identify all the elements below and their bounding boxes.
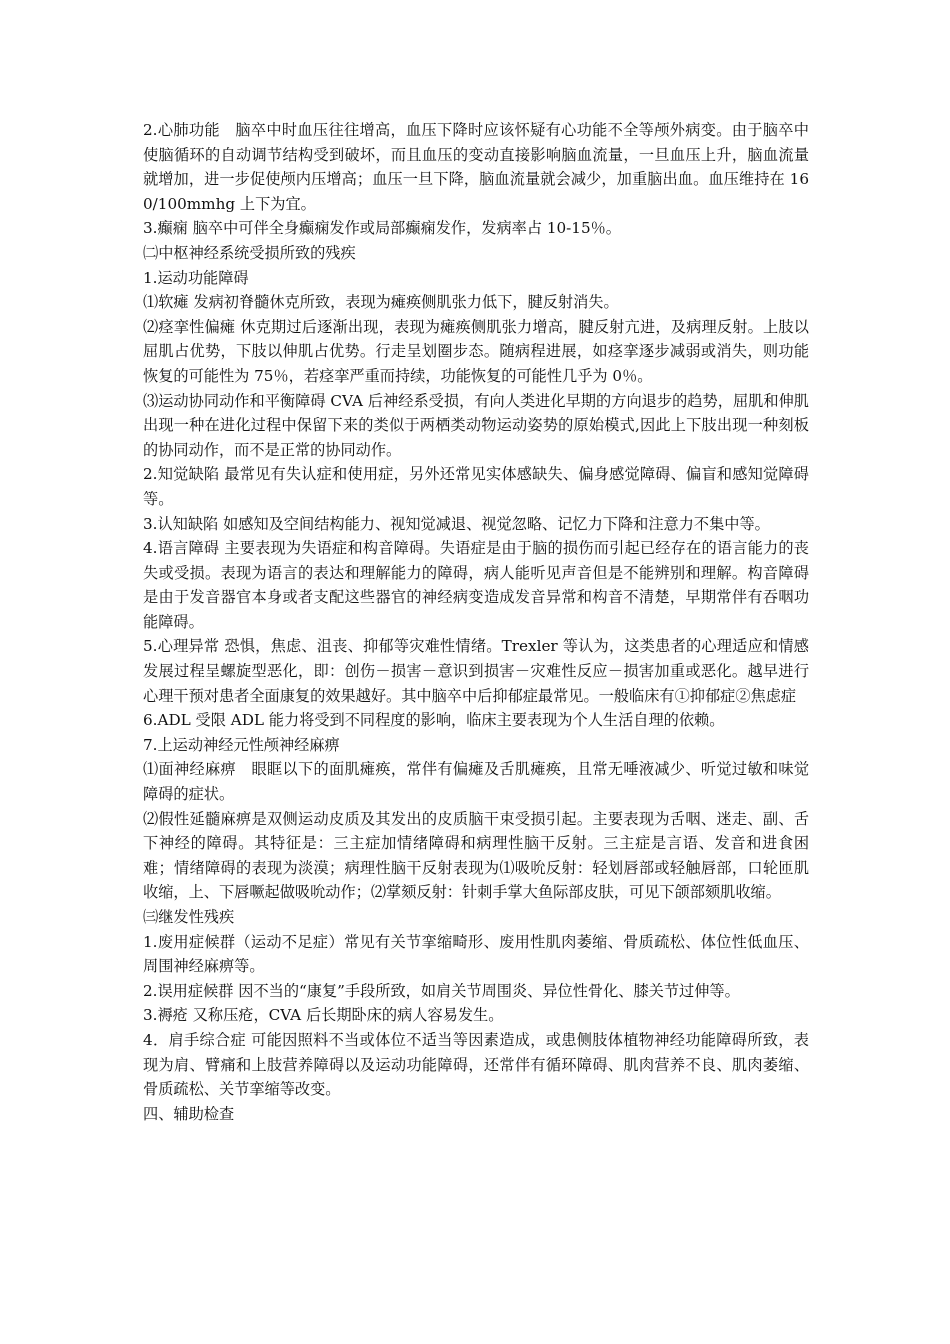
- section-heading-cns-disability: ㈡中枢神经系统受损所致的残疾: [143, 243, 356, 262]
- paragraph-epilepsy: 3.癫痫 脑卒中可伴全身癫痫发作或局部癫痫发作，发病率占 10-15％。: [143, 219, 621, 238]
- paragraph-language-disorder: 4.语言障碍 主要表现为失语症和构音障碍。失语症是由于脑的损伤而引起已经存在的语言能力的丧失或受损。表现为语言的表达和理解能力的障碍，病人能听见声音但是不能辨别和理解。构音障碍是由于发音器官本身或者支配这些器官的神经病变造成发音异常和构音不清楚，早期常伴有吞咽功能障碍。: [143, 539, 809, 631]
- paragraph-shoulder-hand-syndrome: 4．肩手综合症 可能因照料不当或体位不适当等因素造成，或患侧肢体植物神经功能障碍所致，表现为肩、臂痛和上肢营养障碍以及运动功能障碍，还常伴有循环障碍、肌肉营养不良、肌肉萎缩、骨质疏松、关节挛缩等改变。: [143, 1030, 809, 1099]
- section-heading-secondary-disability: ㈢继发性残疾: [143, 908, 235, 926]
- section-heading-auxiliary-exam: 四、辅助检查: [143, 1104, 235, 1123]
- document-page: [143, 118, 809, 1126]
- paragraph-misuse-syndrome: 2.误用症候群 因不当的“康复”手段所致，如肩关节周围炎、异位性骨化、膝关节过伸等。: [143, 981, 740, 1000]
- subheading-cranial-nerve-palsy: 7.上运动神经元性颅神经麻痹: [143, 735, 340, 754]
- paragraph-flaccid-paralysis: ⑴软瘫 发病初脊髓休克所致，表现为瘫痪侧肌张力低下，腱反射消失。: [143, 293, 619, 312]
- paragraph-psychological-abnormality: 5.心理异常 恐惧，焦虑、沮丧、抑郁等灾难性情绪。Trexler 等认为，这类患者的心理适应和情感发展过程呈螺旋型恶化，即：创伤－损害－意识到损害－灾难性反应－损害加重或恶化。越早进行心理干预对患者全面康复的效果越好。其中脑卒中后抑郁症最常见。一般临床有①抑郁症②焦虑症: [143, 637, 809, 705]
- paragraph-pressure-sores: 3.褥疮 又称压疮，CVA 后长期卧床的病人容易发生。: [143, 1006, 504, 1025]
- subheading-motor-dysfunction: 1.运动功能障碍: [143, 268, 249, 287]
- paragraph-spastic-hemiplegia: ⑵痉挛性偏瘫 休克期过后逐渐出现，表现为瘫痪侧肌张力增高，腱反射亢进，及病理反射。上肢以屈肌占优势，下肢以伸肌占优势。行走呈划圈步态。随病程进展，如痉挛逐步减弱或消失，则功能恢复的可能性为 75％，若痉挛严重而持续，功能恢复的可能性几乎为 0％。: [143, 317, 809, 385]
- paragraph-adl-limitation: 6.ADL 受限 ADL 能力将受到不同程度的影响，临床主要表现为个人生活自理的依赖。: [143, 711, 725, 730]
- paragraph-disuse-syndrome: 1.废用症候群（运动不足症）常见有关节挛缩畸形、废用性肌肉萎缩、骨质疏松、体位性低血压、周围神经麻痹等。: [143, 932, 809, 976]
- paragraph-perception-deficit: 2.知觉缺陷 最常见有失认症和使用症，另外还常见实体感缺失、偏身感觉障碍、偏盲和感知觉障碍等。: [143, 465, 809, 508]
- paragraph-facial-nerve-palsy: ⑴面神经麻痹 眼眶以下的面肌瘫痪，常伴有偏瘫及舌肌瘫痪，且常无唾液减少、听觉过敏和味觉障碍的症状。: [143, 760, 809, 804]
- paragraph-pseudobulbar-palsy: ⑵假性延髓麻痹是双侧运动皮质及其发出的皮质脑干束受损引起。主要表现为舌咽、迷走、副、舌下神经的障碍。其特征是：三主症加情绪障碍和病理性脑干反射。三主症是言语、发音和进食困难；情绪障碍的表现为淡漠；病理性脑干反射表现为⑴吸吮反射：轻划唇部或轻触唇部，口轮匝肌收缩，上、下唇噘起做吸吮动作；⑵掌颏反射：针刺手掌大鱼际部皮肤，可见下颌部颏肌收缩。: [143, 809, 809, 902]
- paragraph-cognitive-deficit: 3.认知缺陷 如感知及空间结构能力、视知觉减退、视觉忽略、记忆力下降和注意力不集中等。: [143, 514, 770, 533]
- paragraph-coordination-balance: ⑶运动协同动作和平衡障碍 CVA 后神经系受损，有向人类进化早期的方向退步的趋势，屈肌和伸肌出现一种在进化过程中保留下来的类似于两栖类动物运动姿势的原始模式,因此上下肢出现一种刻板的协同动作，而不是正常的协同动作。: [143, 391, 809, 459]
- paragraph-cardiopulmonary-function: 2.心肺功能 脑卒中时血压往往增高，血压下降时应该怀疑有心功能不全等颅外病变。由于脑卒中使脑循环的自动调节结构受到破坏，而且血压的变动直接影响脑血流量，一旦血压上升，脑血流量就增加，进一步促使颅内压增高；血压一旦下降，脑血流量就会减少，加重脑出血。血压维持在 160/100mmhg 上下为宜。: [143, 121, 809, 213]
